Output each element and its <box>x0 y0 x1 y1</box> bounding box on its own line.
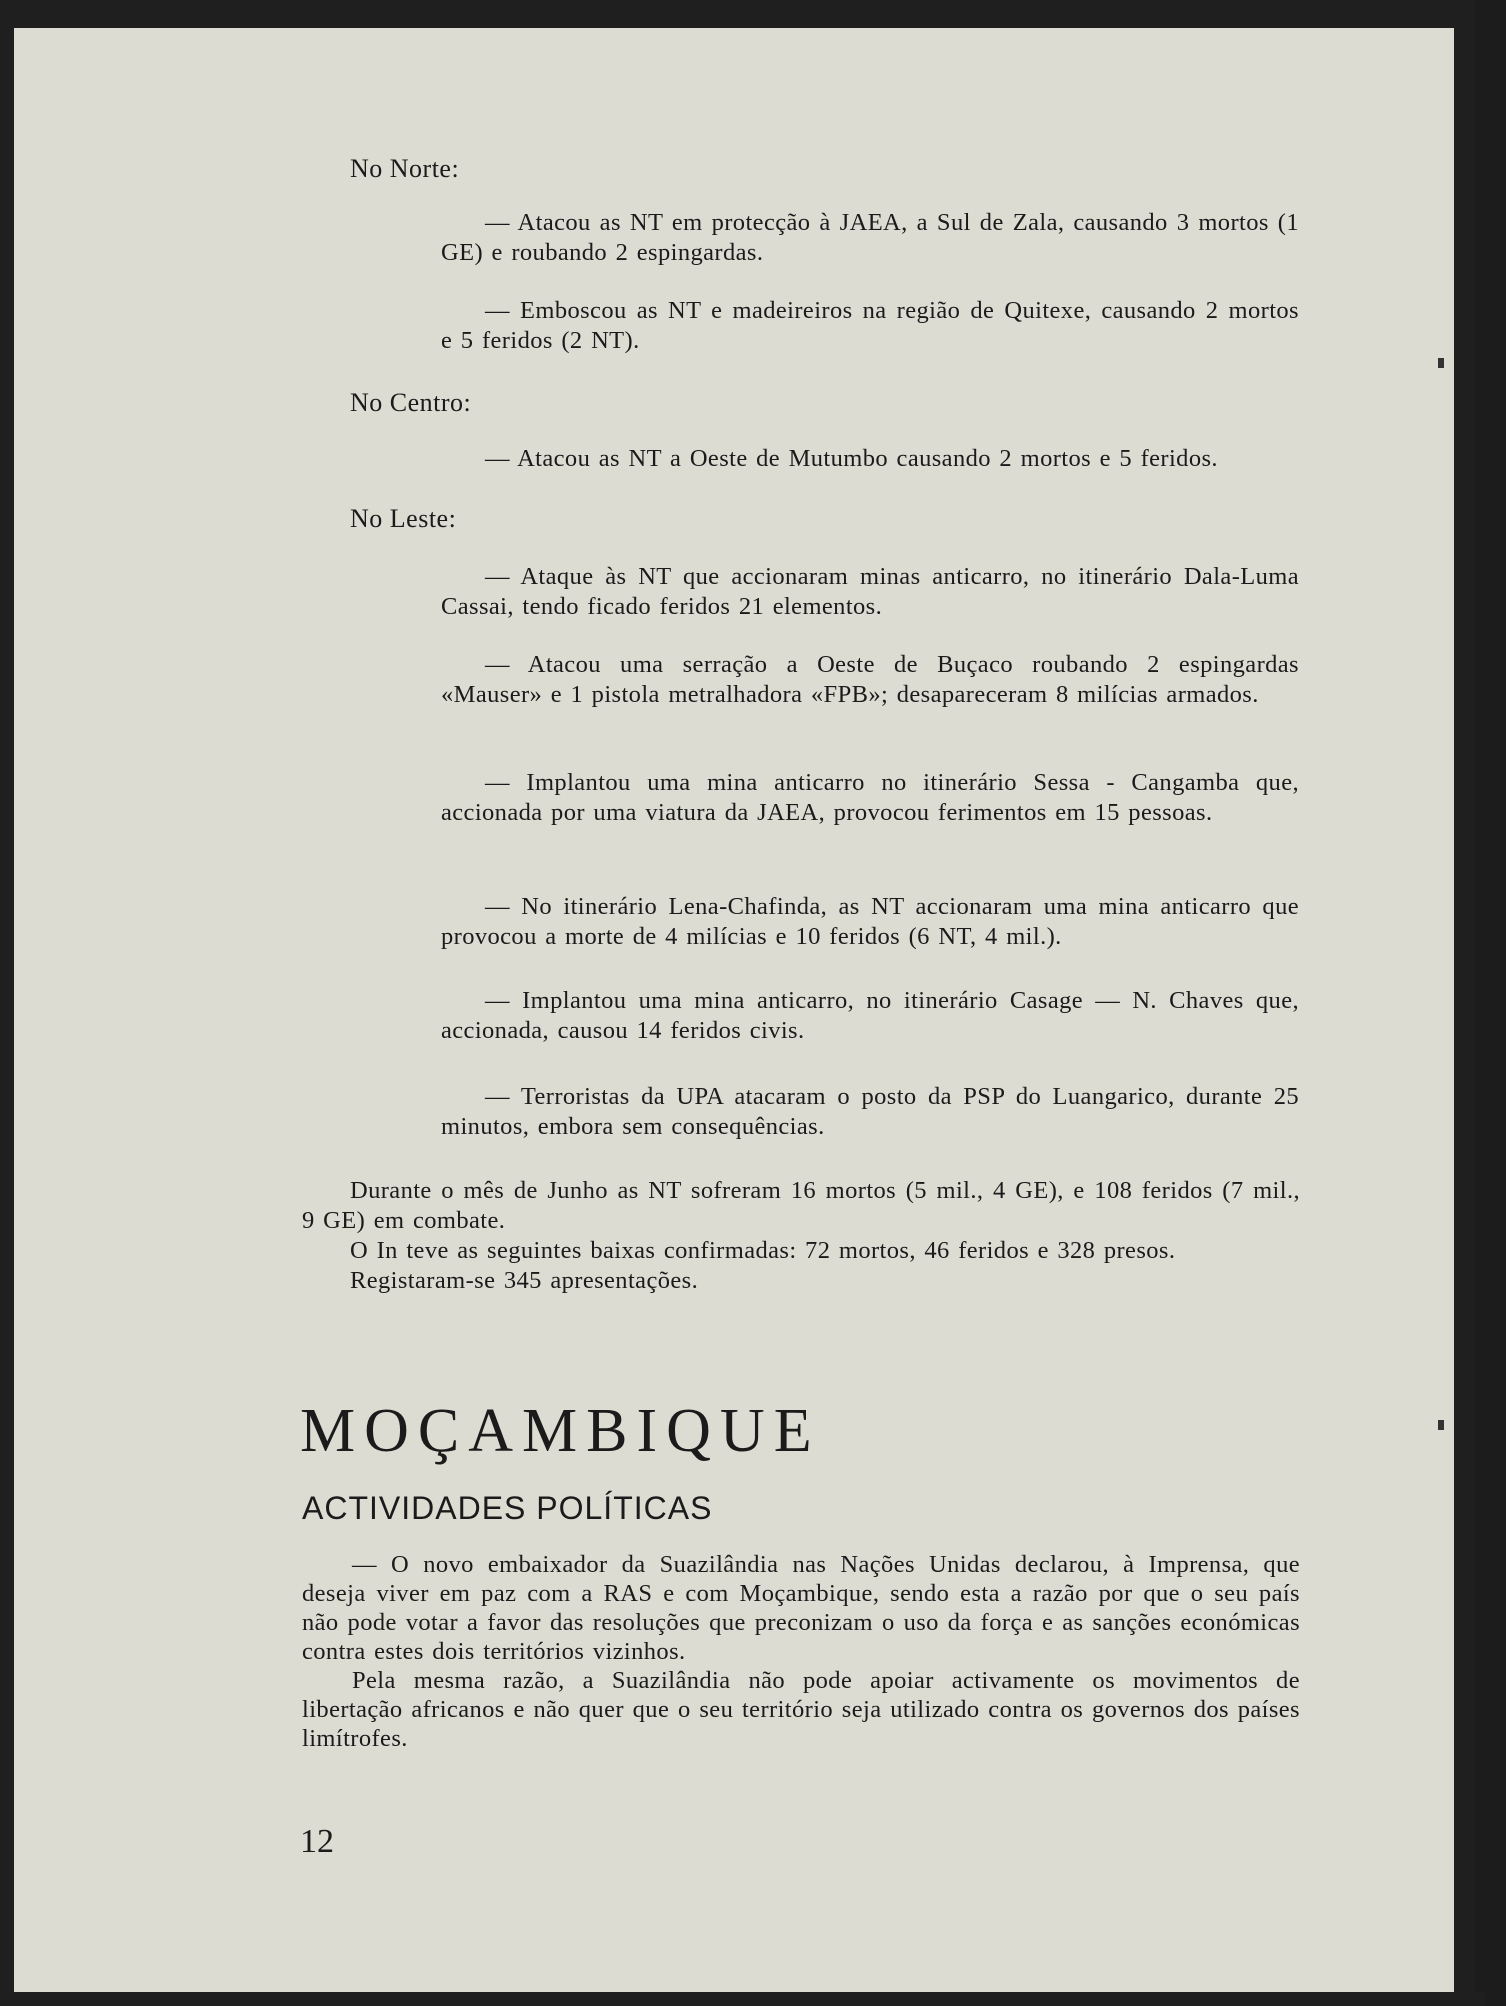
report-item-text: — Implantou uma mina anticarro no itinerário Sessa - Cangamba que, accionada por uma viatura da JAEA, provocou ferimentos em 15 pessoas. <box>441 769 1299 826</box>
page-number: 12 <box>300 1823 334 1860</box>
region-label-leste: No Leste: <box>350 504 457 533</box>
report-item <box>441 986 1299 1046</box>
body-paragraph: — O novo embaixador da Suazilândia nas Nações Unidas declarou, à Imprensa, que deseja viver em paz com a RAS e com Moçambique, sendo esta a razão por que o seu país não pode votar a favor das resoluções que preconizam o uso da força e as sanções económicas contra estes dois territórios vizinhos. <box>302 1551 1300 1665</box>
report-item-text: — Atacou as NT em protecção à JAEA, a Sul de Zala, causando 3 mortos (1 GE) e roubando 2 espingardas. <box>441 209 1299 266</box>
section-title: MOÇAMBIQUE <box>300 1397 821 1465</box>
report-item-text: — No itinerário Lena-Chafinda, as NT accionaram uma mina anticarro que provocou a morte de 4 milícias e 10 feridos (6 NT, 4 mil.). <box>441 893 1299 950</box>
body-paragraph: Pela mesma razão, a Suazilândia não pode apoiar activamente os movimentos de libertação africanos e não quer que o seu território seja utilizado contra os governos dos países limítrofes. <box>302 1667 1300 1752</box>
report-item-text: — Emboscou as NT e madeireiros na região de Quitexe, causando 2 mortos e 5 feridos (2 NT). <box>441 297 1299 354</box>
report-item <box>441 650 1299 710</box>
subsection-title: ACTIVIDADES POLÍTICAS <box>302 1490 713 1526</box>
report-item <box>441 562 1299 622</box>
summary-enemy-losses: O In teve as seguintes baixas confirmadas: 72 mortos, 46 feridos e 328 presos. <box>350 1237 1176 1264</box>
report-item-text: — Ataque às NT que accionaram minas anticarro, no itinerário Dala-Luma Cassai, tendo ficado feridos 21 elementos. <box>441 563 1299 620</box>
region-label-centro: No Centro: <box>350 388 472 417</box>
report-item <box>441 768 1299 828</box>
summary-presentations: Registaram-se 345 apresentações. <box>350 1267 699 1294</box>
section-body <box>302 1550 1300 1753</box>
monthly-summary <box>302 1176 1300 1296</box>
page-content <box>14 28 1454 1992</box>
report-item-text: — Terroristas da UPA atacaram o posto da PSP do Luangarico, durante 25 minutos, embora sem consequências. <box>441 1083 1299 1140</box>
region-label-norte: No Norte: <box>350 154 460 183</box>
scan-background-bottom <box>14 1992 1486 2006</box>
report-item-text: — Atacou as NT a Oeste de Mutumbo causando 2 mortos e 5 feridos. <box>485 445 1218 472</box>
scan-background-right <box>1474 0 1506 2006</box>
document-page <box>14 28 1454 1992</box>
report-item-text: — Atacou uma serração a Oeste de Buçaco roubando 2 espingardas «Mauser» e 1 pistola metralhadora «FPB»; desapareceram 8 milícias armados. <box>441 651 1299 708</box>
report-item <box>441 208 1299 268</box>
report-item <box>441 892 1299 952</box>
report-item-text: — Implantou uma mina anticarro, no itinerário Casage — N. Chaves que, accionada, causou 14 feridos civis. <box>441 987 1299 1044</box>
report-item <box>441 444 1299 474</box>
report-item <box>441 296 1299 356</box>
report-item <box>441 1082 1299 1142</box>
summary-casualties: Durante o mês de Junho as NT sofreram 16 mortos (5 mil., 4 GE), e 108 feridos (7 mil., 9 GE) em combate. <box>302 1177 1300 1234</box>
